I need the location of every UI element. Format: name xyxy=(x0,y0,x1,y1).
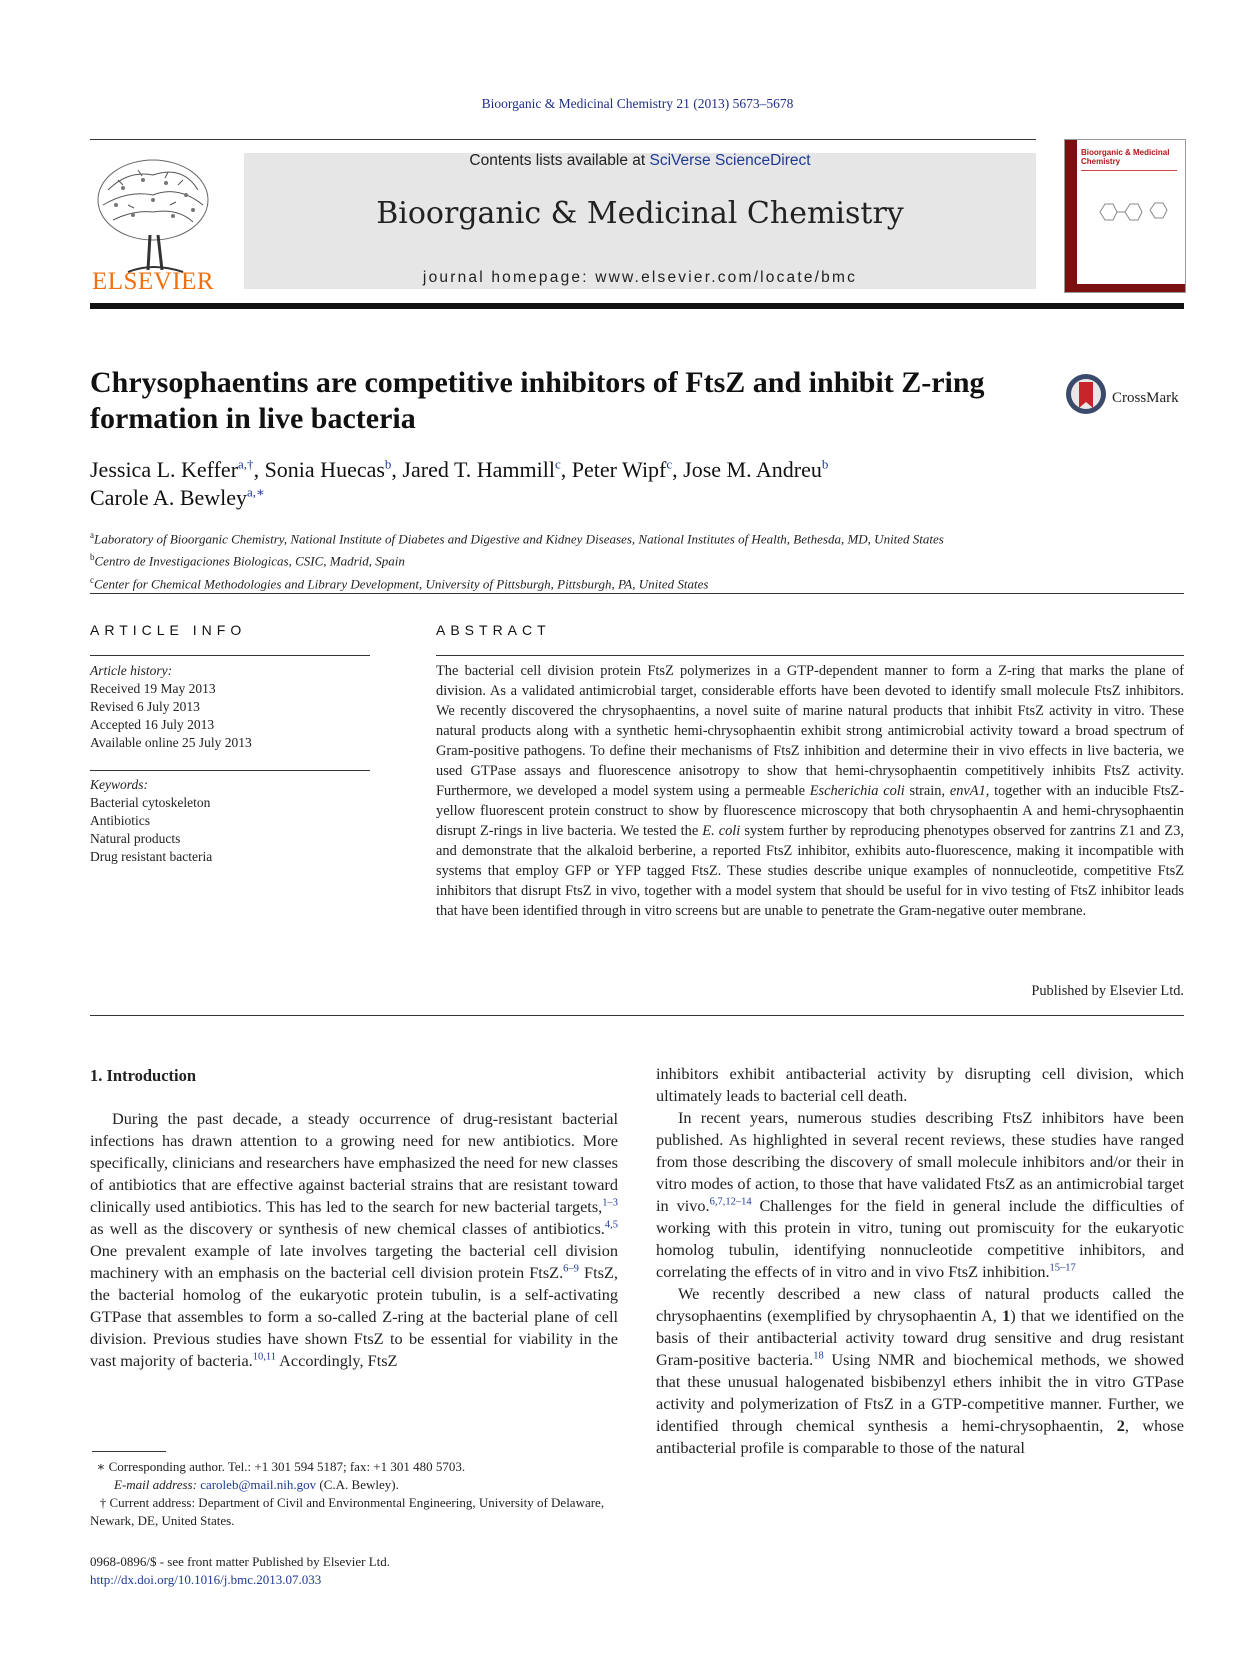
issn-line: 0968-0896/$ - see front matter Published by Elsevier Ltd. xyxy=(90,1554,391,1569)
email-note: E-mail address: caroleb@mail.nih.gov (C.A. Bewley). xyxy=(114,1477,399,1492)
history-item: Received 19 May 2013 xyxy=(90,681,216,696)
author-separator: , xyxy=(672,457,684,482)
history-label: Article history: xyxy=(90,663,173,678)
cover-molecule-graphic xyxy=(1095,198,1171,226)
affiliation-item xyxy=(90,571,1190,593)
journal-cover-thumbnail[interactable] xyxy=(1064,139,1186,293)
header-thick-rule xyxy=(90,303,1184,309)
affiliation-label: a xyxy=(90,530,94,540)
homepage-url[interactable]: www.elsevier.com/locate/bmc xyxy=(595,269,858,286)
cover-spine xyxy=(1065,140,1077,292)
article-title: Chrysophaentins are competitive inhibitors of FtsZ and inhibit Z-ring formation in live bacteria xyxy=(90,366,985,435)
affiliation-label: c xyxy=(90,574,94,585)
abstract-text: The bacterial cell division protein FtsZ polymerizes in a GTP-dependent manner to form a Z-ring that marks the plane of division. As a validated antimicrobial target, considerable efforts have been devoted to identify small molecule FtsZ inhibitors. We recently discovered the chrysophaentins, a novel suite of marine natural products that inhibit FtsZ activity in vitro. These natural products along with a synthetic hemi-chrysophaentin exhibit strong antimicrobial activity toward a broad spectrum of Gram-positive pathogens. To define their mechanisms of FtsZ inhibition and determine their in vivo effects in live bacteria, we used GTPase assays and fluorescence anisotropy to show that hemi-chrysophaentin competitively inhibits FtsZ activity. Furthermore, we developed a model system using a permeable Escherichia coli strain, envA1, together with an inducible FtsZ-yellow fluorescent protein construct to show by fluorescence microscopy that both chrysophaentin A and hemi-chrysophaentin disrupt Z-rings in live bacteria. We tested the E. coli system further by reproducing phenotypes observed for zantrins Z1 and Z3, and demonstrate that the alkaloid berberine, a reported FtsZ inhibitor, exhibits auto-fluorescence, making it incompatible with systems that employ GFP or YFP tagged FtsZ. These studies describe unique examples of nonnucleotide, competitive FtsZ inhibitors that disrupt FtsZ in vivo, together with a model system that should be useful for in vivo testing of FtsZ inhibitor leads that have been identified through in vitro screens but are unable to penetrate the Gram-negative outer membrane. xyxy=(436,663,1185,919)
citation-link[interactable]: 1–3 xyxy=(602,1197,618,1209)
cover-footer-band xyxy=(1065,284,1185,292)
elsevier-logo-text: ELSEVIER xyxy=(91,268,215,295)
corresponding-author-note: ∗ Corresponding author. Tel.: +1 301 594 5187; fax: +1 301 480 5703. xyxy=(96,1459,466,1474)
citation-link[interactable]: 6,7,12–14 xyxy=(709,1196,752,1208)
contents-prefix: Contents lists available at xyxy=(469,152,650,169)
affiliation-text: Laboratory of Bioorganic Chemistry, National Institute of Diabetes and Digestive and Kidney Diseases, National Institutes of Health, Bethesda, MD, United States xyxy=(94,531,944,547)
keywords-label: Keywords: xyxy=(90,777,148,792)
history-item: Available online 25 July 2013 xyxy=(90,735,252,750)
author-name[interactable]: Jessica L. Keffer xyxy=(90,457,239,482)
keyword-item: Antibiotics xyxy=(90,813,150,828)
citation-link[interactable]: 4,5 xyxy=(604,1219,618,1231)
affiliation-item xyxy=(90,548,1190,570)
abstract-heading: ABSTRACT xyxy=(436,622,551,638)
doi-link[interactable]: http://dx.doi.org/10.1016/j.bmc.2013.07.033 xyxy=(90,1572,322,1587)
footnote-rule xyxy=(92,1451,166,1452)
history-item: Revised 6 July 2013 xyxy=(90,699,200,714)
affiliation-item xyxy=(90,526,1190,548)
keyword-item: Drug resistant bacteria xyxy=(90,849,213,864)
history-item: Accepted 16 July 2013 xyxy=(90,717,215,732)
email-link[interactable]: caroleb@mail.nih.gov xyxy=(200,1477,317,1492)
author-affil-sup[interactable]: a,† xyxy=(238,456,254,472)
author-affil-sup[interactable]: c xyxy=(666,456,673,472)
abstract-bottom-rule xyxy=(90,1015,1184,1016)
affiliation-label: b xyxy=(90,552,95,563)
compound-number: 1 xyxy=(1002,1306,1011,1325)
section-rule xyxy=(90,593,1184,594)
journal-name: Bioorganic & Medicinal Chemistry xyxy=(376,196,904,231)
affiliation-text: Centro de Investigaciones Biologicas, CSIC, Madrid, Spain xyxy=(94,553,405,569)
keyword-item: Natural products xyxy=(90,831,181,846)
cover-rule xyxy=(1081,170,1177,171)
body-paragraph: We recently described a new class of natural products called the chrysophaentins (exemplified by chrysophaentin A, 1) that we identified on the basis of their antibacterial activity toward drug sensitive and drug resistant Gram-positive bacteria.$^{18}$ Using NMR and biochemical methods, we showed that these unusual halogenated bisbibenzyl ethers inhibit the in vitro GTPase activity and polymerization of FtsZ in a GTP-competitive manner. Further, we identified through chemical synthesis a hemi-chrysophaentin, 2, whose antibacterial profile is comparable to those of the natural xyxy=(656,1284,1185,1457)
body-paragraph: In recent years, numerous studies describing FtsZ inhibitors have been published. As highlighted in several recent reviews, these studies have ranged from those describing the discovery of small molecule inhibitors and/or their in vitro modes of action, to those that have validated FtsZ as an antimicrobial target in vivo.$^{6,7,12-14}$ Challenges for the field in general include the difficulties of working with this protein in vitro, tuning out promiscuity for the eukaryotic homolog tubulin, identifying nonnucleotide competitive inhibitors, and correlating the effects of in vitro and in vivo FtsZ inhibition.$^{15-17}$ xyxy=(656,1108,1184,1281)
author-separator: , xyxy=(253,457,265,482)
keyword-item: Bacterial cytoskeleton xyxy=(90,795,211,810)
contents-line xyxy=(244,152,1036,170)
journal-homepage xyxy=(244,269,1036,287)
keywords-rule xyxy=(90,770,370,771)
affiliations xyxy=(90,526,1190,593)
author-list xyxy=(90,456,1090,512)
author-affil-sup[interactable]: b xyxy=(821,456,829,472)
author-name[interactable]: Carole A. Bewley xyxy=(90,485,248,510)
published-by-line: Published by Elsevier Ltd. xyxy=(1031,983,1184,999)
homepage-prefix: journal homepage: xyxy=(422,269,596,286)
author-separator: , xyxy=(391,457,403,482)
article-history xyxy=(90,662,370,752)
abstract-rule xyxy=(436,655,1184,656)
citation-link[interactable]: 15–17 xyxy=(1049,1262,1076,1274)
citation-link[interactable]: 6–9 xyxy=(563,1263,579,1275)
footnotes xyxy=(90,1458,618,1530)
keywords xyxy=(90,776,370,866)
body-column-right xyxy=(656,1063,1184,1459)
citation-link[interactable]: 18 xyxy=(813,1350,824,1362)
journal-citation[interactable]: Bioorganic & Medicinal Chemistry 21 (2013) 5673–5678 xyxy=(481,96,794,111)
author-name[interactable]: Jose M. Andreu xyxy=(683,457,822,482)
citation-link[interactable]: 10,11 xyxy=(252,1351,276,1363)
affiliation-text: Center for Chemical Methodologies and Library Development, University of Pittsburgh, Pittsburgh, PA, United States xyxy=(94,575,709,591)
author-affil-sup[interactable]: b xyxy=(384,456,392,472)
article-info-heading: ARTICLE INFO xyxy=(90,622,247,638)
body-paragraph: inhibitors exhibit antibacterial activity by disrupting cell division, which ultimately leads to bacterial cell death. xyxy=(656,1064,1184,1105)
compound-number: 2 xyxy=(1116,1416,1125,1435)
author-name[interactable]: Jared T. Hammill xyxy=(402,457,555,482)
sciencedirect-link[interactable]: SciVerse ScienceDirect xyxy=(649,152,811,169)
author-affil-sup[interactable]: c xyxy=(554,456,561,472)
author-name[interactable]: Peter Wipf xyxy=(571,457,667,482)
header-rule xyxy=(90,139,1036,140)
author-separator: , xyxy=(560,457,572,482)
body-paragraph: During the past decade, a steady occurrence of drug-resistant bacterial infections has drawn attention to a growing need for new antibiotics. More specifically, clinicians and researchers have emphasized the need for new classes of antibiotics that are effective against bacterial strains that are resistant toward clinically used antibiotics. This has led to the search for new bacterial targets,$^{1-3}$ as well as the discovery or synthesis of new chemical classes of antibiotics.$^{4,5}$ One prevalent example of late involves targeting the bacterial cell division machinery with an emphasis on the bacterial cell division protein FtsZ.$^{6-9}$ FtsZ, the bacterial homolog of the eukaryotic protein tubulin, is a self-activating GTPase that assembles to form a so-called Z-ring at the bacterial plane of cell division. Previous studies have shown FtsZ to be essential for viability in the vast majority of bacteria.$^{10,11}$ Accordingly, FtsZ xyxy=(90,1109,618,1370)
cover-title: Bioorganic & Medicinal Chemistry xyxy=(1081,148,1170,166)
crossmark-label[interactable]: CrossMark xyxy=(1112,390,1179,406)
body-column-left xyxy=(90,1108,618,1372)
author-name[interactable]: Sonia Huecas xyxy=(264,457,385,482)
current-address-note: † Current address: Department of Civil and Environmental Engineering, University of Delaware, Newark, DE, United States. xyxy=(90,1495,605,1528)
author-affil-sup[interactable]: a,∗ xyxy=(247,484,265,500)
introduction-heading: 1. Introduction xyxy=(90,1066,197,1085)
front-matter xyxy=(90,1553,618,1589)
article-info-rule xyxy=(90,655,370,656)
